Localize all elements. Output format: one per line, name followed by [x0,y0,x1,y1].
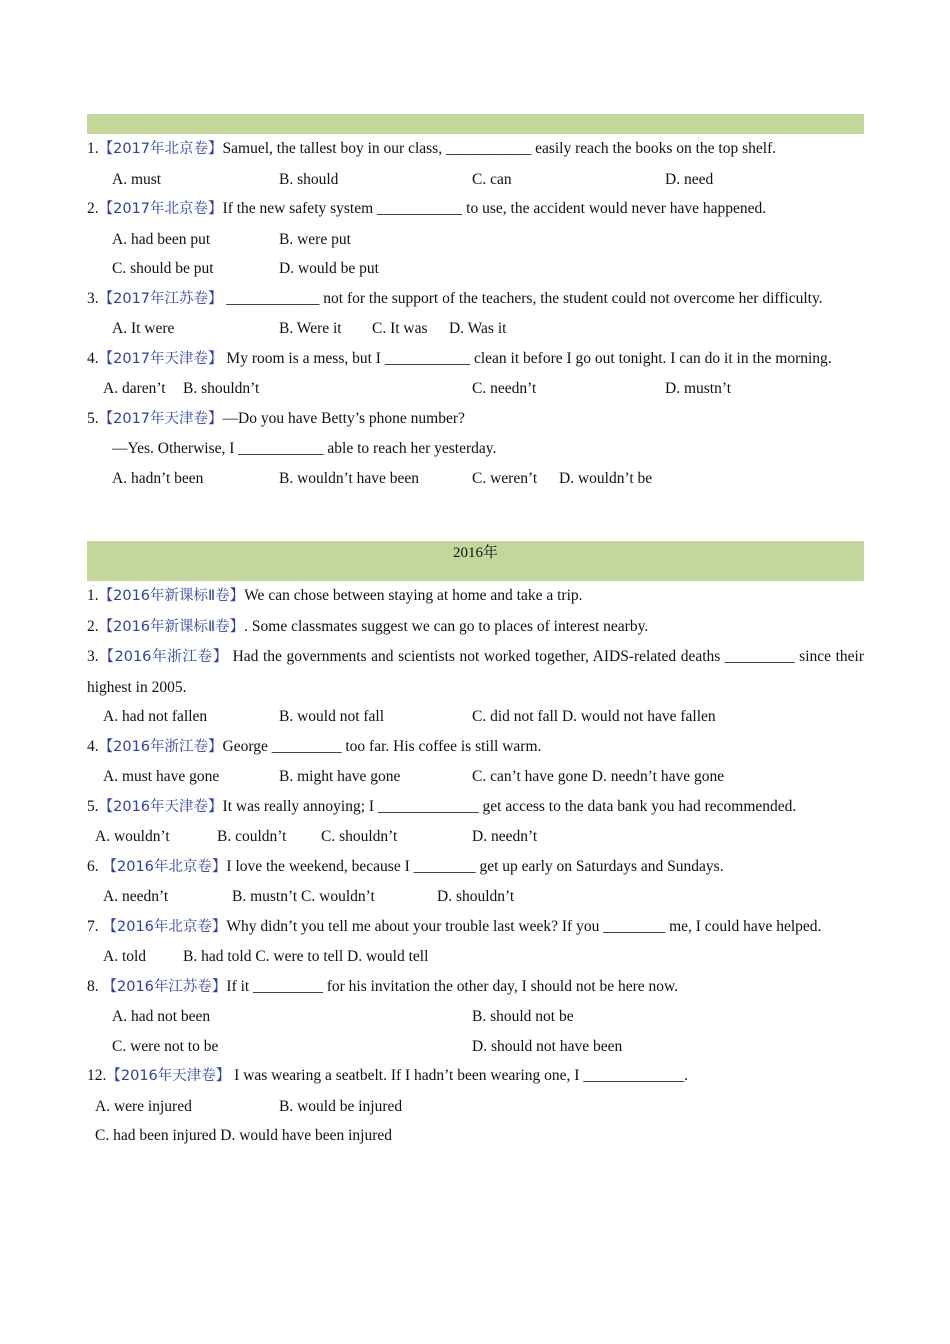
option: A. must have gone [103,768,220,785]
source-tag: 【2016年天津卷】 [98,798,223,815]
option: C. were not to be [112,1037,219,1055]
option: B. couldn’t [217,828,287,845]
option: A. daren’t [103,380,166,397]
source-tag: 【2016年浙江卷】 [98,738,223,755]
option: A. had not fallen [103,708,208,725]
option: A. were injured [95,1097,192,1115]
option: C. can [472,170,512,188]
option: C. had been injured D. would have been injured [95,1127,392,1144]
question-2017-3: 3.【2017年江苏卷】 ____________ not for the support of the teachers, the student could not overcome her difficulty. A. It were B. Were it C. It was D. Was it [87,284,864,344]
option: C. weren’t [472,469,538,487]
source-tag: 【2016年江苏卷】 [102,978,227,995]
source-tag: 【2016年天津卷】 [106,1068,231,1084]
question-text: Samuel, the tallest boy in our class, ___________ easily reach the books on the top shelf. [222,140,777,157]
question-text: We can chose between staying at home and take a trip. [244,587,583,604]
question-2017-4: 4.【2017年天津卷】 My room is a mess, but I ___________ clean it before I go out tonight. I can do it in the morning. A. daren’t B. shouldn’t C. needn’t D. mustn’t [87,344,864,404]
option: B. mustn’t C. wouldn’t [232,888,375,905]
section-band-2017 [87,114,864,134]
question-2016-6: 6. 【2016年北京卷】I love the weekend, because I ________ get up early on Saturdays and Sundays. A. needn’t B. mustn’t C. wouldn’t D. shouldn’t [87,852,864,912]
option: D. should not have been [472,1037,623,1055]
option: B. had told C. were to tell D. would tell [183,948,429,965]
question-text: George _________ too far. His coffee is still warm. [222,737,542,755]
option: B. would be injured [279,1097,403,1115]
source-tag: 【2016年北京卷】 [102,858,227,875]
question-text: ____________ not for the support of the teachers, the student could not overcome her difficulty. [222,289,823,307]
question-text: If it _________ for his invitation the other day, I should not be here now. [226,977,679,995]
source-tag: 【2016年新课标Ⅱ卷】 [98,618,245,635]
option: A. must [112,170,162,188]
option: B. wouldn’t have been [279,469,420,487]
option: C. shouldn’t [321,828,398,845]
option: A. had not been [112,1008,211,1025]
question-2016-4: 4.【2016年浙江卷】George _________ too far. His coffee is still warm. A. must have gone B. might have gone C. can’t have gone D. needn’t have gone [87,732,864,792]
question-text: I was wearing a seatbelt. If I hadn’t been wearing one, I _____________. [230,1067,688,1084]
question-2016-3: 3.【2016年浙江卷】 Had the governments and scientists not worked together, AIDS-related deaths _________ since their highest in 2005. A. had not fallen B. would not fall C. did not fall D. would not have fallen [87,642,864,732]
option: D. need [665,170,714,188]
option: C. It was [372,320,428,337]
question-2016-7: 7. 【2016年北京卷】Why didn’t you tell me about your trouble last week? If you ________ me, I could have helped. A. told B. had told C. were to tell D. would tell [87,912,864,972]
option: A. wouldn’t [95,828,170,845]
question-2016-1: 1.【2016年新课标Ⅱ卷】We can chose between staying at home and take a trip. [87,587,583,604]
source-tag: 【2016年北京卷】 [102,918,227,935]
source-tag: 【2017年江苏卷】 [98,290,223,307]
option: D. mustn’t [665,380,732,397]
option: C. needn’t [472,380,537,397]
section-heading-2016: 2016年 [87,541,864,581]
option: D. needn’t [472,828,538,845]
source-tag: 【2017年北京卷】 [98,141,223,157]
option: B. might have gone [279,768,401,785]
option: B. were put [279,230,351,248]
option: A. needn’t [103,888,169,905]
question-2017-2: 2.【2017年北京卷】If the new safety system ___________ to use, the accident would never have happened. A. had been put B. were put C. should be put D. would be put [87,194,864,284]
question-2017-1: 1.【2017年北京卷】Samuel, the tallest boy in our class, ___________ easily reach the books on the top shelf. A. must B. should C. can D. need [87,134,864,194]
question-text: Why didn’t you tell me about your trouble last week? If you ________ me, I could have helped. [226,917,822,935]
option: A. It were [112,320,175,337]
question-2016-12: 12.【2016年天津卷】 I was wearing a seatbelt. If I hadn’t been wearing one, I _____________. A. were injured B. would be injured C. had been injured D. would have been injured [87,1061,864,1151]
question-text: It was really annoying; I _____________ get access to the data bank you had recommended. [222,797,797,815]
dialogue-line: —Yes. Otherwise, I ___________ able to reach her yesterday. [112,440,497,457]
question-text: My room is a mess, but I ___________ clean it before I go out tonight. I can do it in the morning. [222,349,832,367]
source-tag: 【2017年天津卷】 [98,350,223,367]
question-text: Had the governments and scientists not worked together, AIDS-related deaths _________ since their highest in 2005. [87,648,864,696]
option: A. had been put [112,230,211,248]
option: A. told [103,948,147,965]
option: D. Was it [449,320,507,337]
source-tag: 【2017年北京卷】 [98,201,223,217]
question-2016-2: 2.【2016年新课标Ⅱ卷】. Some classmates suggest we can go to places of interest nearby. [87,617,649,635]
option: B. Were it [279,320,342,337]
option: B. should [279,170,339,188]
source-tag: 【2017年天津卷】 [98,410,223,427]
option: D. wouldn’t be [559,469,653,487]
source-tag: 【2016年浙江卷】 [98,649,229,665]
option: B. would not fall [279,708,385,725]
question-text: —Do you have Betty’s phone number? [222,409,465,427]
option: B. shouldn’t [183,380,260,397]
option: D. would be put [279,260,379,277]
option: B. should not be [472,1008,574,1025]
source-tag: 【2016年新课标Ⅱ卷】 [98,588,245,604]
question-2017-5: 5.【2017年天津卷】—Do you have Betty’s phone number? —Yes. Otherwise, I ___________ able to reach her yesterday. A. hadn’t been B. wouldn’t have been C. weren’t D. wouldn’t be [87,404,864,494]
document-page [87,114,864,1151]
question-2016-8: 8. 【2016年江苏卷】If it _________ for his invitation the other day, I should not be here now. A. had not been B. should not be C. were not to be D. should not have been [87,972,864,1062]
option: A. hadn’t been [112,469,204,487]
question-2016-5: 5.【2016年天津卷】It was really annoying; I _____________ get access to the data bank you had recommended. A. wouldn’t B. couldn’t C. shouldn’t D. needn’t [87,792,864,852]
question-text: If the new safety system ___________ to use, the accident would never have happened. [222,200,767,217]
question-text: . Some classmates suggest we can go to places of interest nearby. [244,617,649,635]
option: C. can’t have gone D. needn’t have gone [472,768,725,785]
question-text: I love the weekend, because I ________ get up early on Saturdays and Sundays. [226,857,724,875]
option: C. should be put [112,260,214,277]
option: D. shouldn’t [437,888,515,905]
option: C. did not fall D. would not have fallen [472,708,716,725]
